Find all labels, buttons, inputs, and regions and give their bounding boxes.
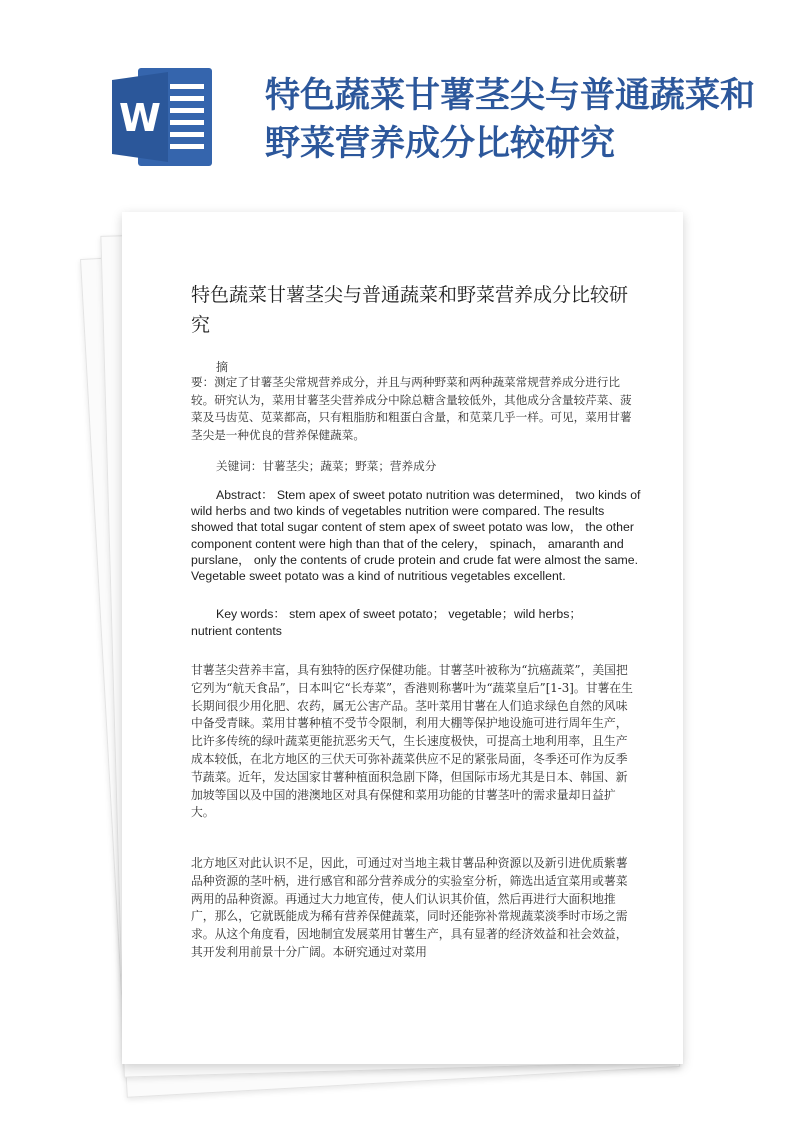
abstract-en: Abstract： Stem apex of sweet potato nutrition was determined， two kinds of wild herbs and two kinds of vegetables nutrition were compared. The results showed that total sugar content of stem apex of sweet potato was low， the other component content were high than that of the celery， spinach， amaranth and purslane， only the contents of crude protein and crude fat were almost the same. Vegetable sweet potato was a kind of nutritious vegetables excellent. (191, 488, 641, 584)
body-paragraph: 北方地区对此认识不足，因此，可通过对当地主栽甘薯品种资源以及新引进优质紫薯品种资源的茎叶柄，进行感官和部分营养成分的实验室分析，筛选出适宜菜用或薯菜两用的品种资源。再通过大力地宣传，使人们认识其价值，然后再进行大面积地推广，那么，它就既能成为稀有营养保健蔬菜，同时还能弥补常规蔬菜淡季时市场之需求。从这个角度看，因地制宜发展菜用甘薯生产，具有显著的经济效益和社会效益，其开发利用前景十分广阔。本研究通过对菜用 (191, 856, 628, 959)
keywords-en: Key words： stem apex of sweet potato； vegetable；wild herbs；nutrient contents (191, 607, 582, 638)
keywords-cn: 关键词：甘薯茎尖；蔬菜；野菜；营养成分 (216, 459, 437, 473)
abstract-cn-label: 摘 (216, 360, 229, 374)
header-title: 特色蔬菜甘薯茎尖与普通蔬菜和野菜营养成分比较研究 (265, 75, 756, 164)
body-paragraph: 甘薯茎尖营养丰富，具有独特的医疗保健功能。甘薯茎叶被称为“抗癌蔬菜”，美国把它列为“航天食品”，日本叫它“长寿菜”，香港则称薯叶为“蔬菜皇后”[1-3]。甘薯在生长期间很少用化肥、农药，属无公害产品。茎叶菜用甘薯在人们追求绿色自然的风味中备受青睐。菜用甘薯种植不受节令限制，利用大棚等保护地设施可进行周年生产，比许多传统的绿叶蔬菜更能抗恶劣天气，生长速度极快，可提高土地利用率，且生产成本较低，在北方地区的三伏天可弥补蔬菜供应不足的紧张局面，冬季还可作为反季节蔬菜。近年，发达国家甘薯种植面积急剧下降，但国际市场尤其是日本、韩国、新加坡等国以及中国的港澳地区对具有保健和菜用功能的甘薯茎叶的需求量却日益扩大。 (191, 663, 633, 820)
word-document-icon (108, 62, 218, 172)
word-icon-letter: W (119, 96, 161, 140)
document-title: 特色蔬菜甘薯茎尖与普通蔬菜和野菜营养成分比较研究 (191, 284, 629, 336)
abstract-cn: 要：测定了甘薯茎尖常规营养成分，并且与两种野菜和两种蔬菜常规营养成分进行比较。研究认为，菜用甘薯茎尖营养成分中除总糖含量较低外，其他成分含量较芹菜、菠菜及马齿苋、苋菜都高，只有粗脂肪和粗蛋白含量，和苋菜几乎一样。可见，菜用甘薯茎尖是一种优良的营养保健蔬菜。 (191, 375, 632, 442)
document-page (122, 212, 683, 1064)
page-header (0, 0, 800, 210)
